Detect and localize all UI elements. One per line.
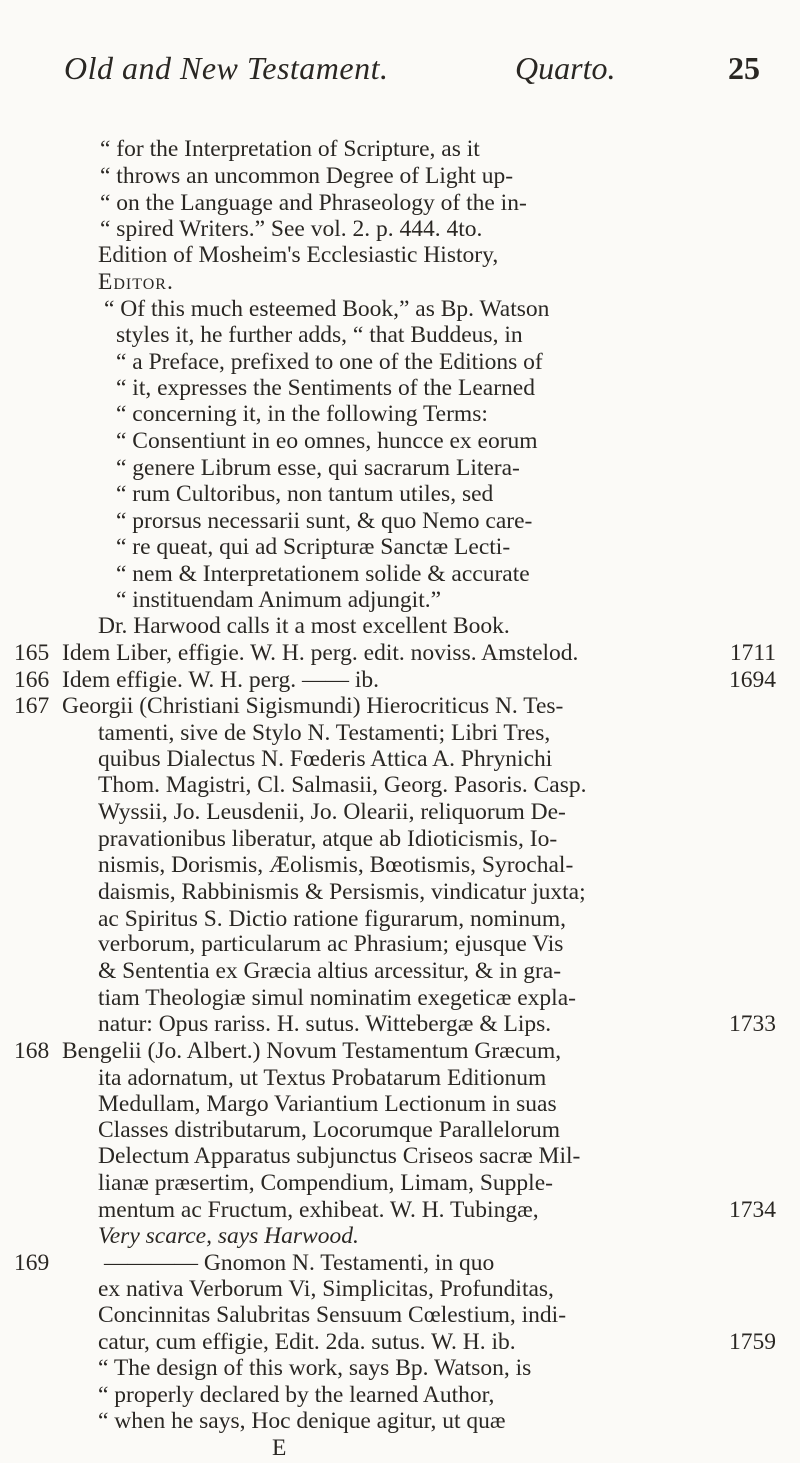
text-line: quibus Dialectus N. Fœderis Attica A. Phrynichi (98, 746, 553, 772)
text-line: “ spired Writers.” See vol. 2. p. 444. 4to. (100, 216, 483, 242)
text-line: Medullam, Margo Variantium Lectionum in suas (98, 1091, 557, 1117)
year: 1734 (729, 1197, 776, 1223)
text-line: Georgii (Christiani Sigismundi) Hierocriticus N. Tes- (62, 693, 564, 719)
text-line: “ concerning it, in the following Terms: (116, 401, 488, 427)
page-header (28, 16, 772, 86)
item-number: 165 (14, 640, 50, 666)
year: 1733 (729, 1011, 776, 1037)
year: 1759 (729, 1329, 776, 1355)
text-line: ———— Gnomon N. Testamenti, in quo (104, 1250, 495, 1276)
text-line: ac Spiritus S. Dictio ratione figurarum, nominum, (98, 906, 566, 932)
text-line: “ genere Librum esse, qui sacrarum Litera- (116, 455, 520, 481)
text-line: nismis, Dorismis, Æolismis, Bœotismis, Syrochal- (98, 852, 574, 878)
text-line: styles it, he further adds, “ that Buddeus, in (116, 322, 523, 348)
text-line: Dr. Harwood calls it a most excellent Book. (98, 613, 510, 639)
text-line: natur: Opus rariss. H. sutus. Wittebergæ & Lips. (98, 1011, 552, 1037)
text-line: daismis, Rabbinismis & Persismis, vindicatur juxta; (98, 879, 586, 905)
text-line: ex nativa Verborum Vi, Simplicitas, Profunditas, (98, 1276, 554, 1302)
text-line: ita adornatum, ut Textus Probatarum Editionum (98, 1065, 547, 1091)
text-line: tamenti, sive de Stylo N. Testamenti; Libri Tres, (98, 720, 551, 746)
text-line: Wyssii, Jo. Leusdenii, Jo. Olearii, reliquorum De- (98, 799, 566, 825)
page-number: 25 (728, 50, 760, 86)
text-line: Thom. Magistri, Cl. Salmasii, Georg. Pasoris. Casp. (98, 772, 587, 798)
text-line: Bengelii (Jo. Albert.) Novum Testamentum Græcum, (62, 1038, 562, 1064)
text-line: Delectum Apparatus subjunctus Criseos sacræ Mil- (98, 1143, 581, 1169)
item-number: 168 (14, 1038, 50, 1064)
text-line: “ Of this much esteemed Book,” as Bp. Watson (104, 296, 550, 322)
text-line: verborum, particularum ac Phrasium; ejusque Vis (98, 931, 564, 957)
format-label: Quarto. (515, 50, 616, 86)
text-line: Classes distributarum, Locorumque Parallelorum (98, 1117, 561, 1143)
item-number: 166 (14, 667, 50, 693)
text-line: “ for the Interpretation of Scripture, as it (100, 136, 480, 162)
text-line: “ on the Language and Phraseology of the in- (100, 190, 527, 216)
text-line: “ when he says, Hoc denique agitur, ut quæ (98, 1408, 506, 1434)
text-line: pravationibus liberatur, atque ab Idioticismis, Io- (98, 826, 558, 852)
text-line: “ throws an uncommon Degree of Light up- (100, 163, 514, 189)
item-number: 167 (14, 693, 50, 719)
text-line: Edition of Mosheim's Ecclesiastic History, (98, 242, 499, 268)
text-line: “ prorsus necessarii sunt, & quo Nemo care- (116, 508, 533, 534)
text-line: “ The design of this work, says Bp. Watson, is (98, 1355, 532, 1381)
text-line: Idem effigie. W. H. perg. —— ib. (62, 667, 379, 693)
text-line: E (272, 1435, 287, 1461)
running-title: Old and New Testament. (64, 50, 389, 86)
year: 1694 (729, 667, 776, 693)
text-line: & Sententia ex Græcia altius arcessitur, & in gra- (98, 958, 562, 984)
year: 1711 (729, 640, 776, 666)
text-line: Very scarce, says Harwood. (98, 1223, 359, 1249)
text-line: Editor. (98, 269, 174, 295)
text-line: “ a Preface, prefixed to one of the Editions of (116, 349, 543, 375)
text-line: tiam Theologiæ simul nominatim exegeticæ expla- (98, 985, 576, 1011)
text-line: lianæ præsertim, Compendium, Limam, Supple- (98, 1170, 553, 1196)
text-line: catur, cum effigie, Edit. 2da. sutus. W. H. ib. (98, 1329, 516, 1355)
text-line: Concinnitas Salubritas Sensuum Cœlestium, indi- (98, 1302, 567, 1328)
text-line: “ instituendam Animum adjungit.” (116, 587, 442, 613)
text-line: Idem Liber, effigie. W. H. perg. edit. noviss. Amstelod. (62, 640, 579, 666)
text-line: “ it, expresses the Sentiments of the Learned (116, 375, 535, 401)
text-line: mentum ac Fructum, exhibeat. W. H. Tubingæ, (98, 1197, 539, 1223)
text-line: “ properly declared by the learned Author, (98, 1382, 495, 1408)
text-line: “ re queat, qui ad Scripturæ Sanctæ Lecti- (116, 534, 511, 560)
text-line: “ nem & Interpretationem solide & accurate (116, 561, 530, 587)
text-line: “ rum Cultoribus, non tantum utiles, sed (116, 481, 494, 507)
text-line: “ Consentiunt in eo omnes, huncce ex eorum (116, 428, 538, 454)
item-number: 169 (14, 1250, 50, 1276)
